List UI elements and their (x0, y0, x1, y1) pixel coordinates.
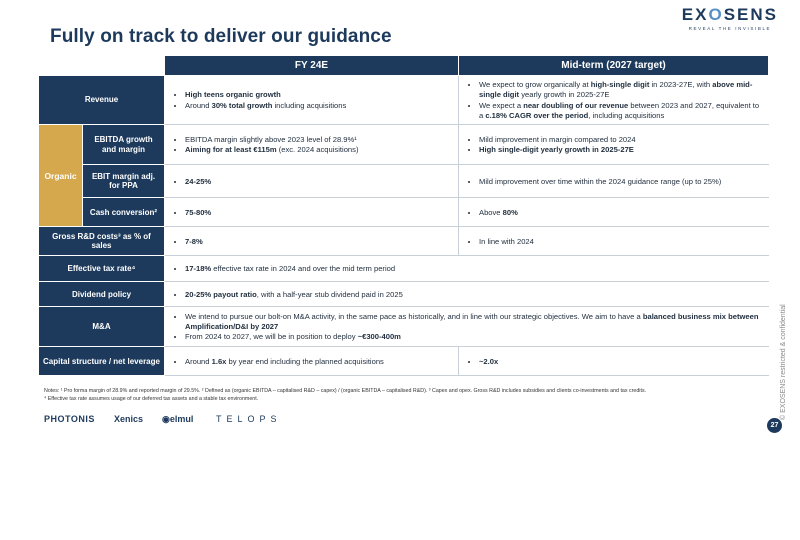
table-row-ebit: EBIT margin adj. for PPA • 24-25% • Mild improvement over time within the 2024 guidance range (up to 25%) (39, 165, 769, 198)
exosens-logo: EXOSENS REVEAL THE INVISIBLE (681, 5, 778, 31)
photonis-logo: PHOTONIS (44, 414, 95, 424)
table-row-dividend: Dividend policy • 20-25% payout ratio, with a half-year stub dividend paid in 2025 (39, 282, 769, 307)
row-label-tax: Effective tax rate⁴ (39, 256, 165, 282)
row-label-ebitda: EBITDA growth and margin (83, 125, 165, 165)
row-label-rnd: Gross R&D costs³ as % of sales (39, 227, 165, 256)
xenics-logo: Xenics (114, 414, 144, 424)
column-header-fy24: FY 24E (165, 56, 459, 76)
confidential-notice: © EXOSENS restricted & confidential (780, 304, 787, 420)
telops-logo: TELOPS (216, 414, 282, 424)
table-row-tax: Effective tax rate⁴ • 17-18% effective tax rate in 2024 and over the mid term period (39, 256, 769, 282)
table-header-row (39, 56, 769, 76)
elmul-logo: ◉elmul (162, 414, 194, 424)
guidance-table (38, 55, 769, 376)
table-row-capital: Capital structure / net leverage • Around 1.6x by year end including the planned acquisitions • ~2.0x (39, 347, 769, 376)
page-number: 27 (767, 418, 782, 433)
table-row-ma: M&A • We intend to pursue our bolt-on M&A activity, in the same pace as historically, and in line with our strategic objectives. We aim to have a balanced business mix between Amplification/D&I by 2027 • From 2024 to 2027, we will be in position to deploy ~€300-400m (39, 307, 769, 347)
table-row-ebitda: Organic EBITDA growth and margin • EBITDA margin slightly above 2023 level of 28.9%¹ • Aiming for at least €115m (exc. 2024 acquisitions) • Mild improvement in margin compared to 2024 • High single-digit yearly growth in 2025-27E (39, 125, 769, 165)
table-row-rnd: Gross R&D costs³ as % of sales • 7-8% • In line with 2024 (39, 227, 769, 256)
table-row-revenue: Revenue • High teens organic growth • Around 30% total growth including acquisitions • We expect to grow organically at high-single digit in 2023-27E, with above mid-single digit yearly growth in 2025-27E • We expect a near doubling of our revenue between 2023 and 2027, equivalent to a c.18% CAGR over the period, including acquisitions (39, 76, 769, 125)
column-header-midterm: Mid-term (2027 target) (459, 56, 769, 76)
organic-group-label: Organic (39, 125, 83, 227)
page-title: Fully on track to deliver our guidance (50, 26, 392, 47)
table-row-cash-conversion: Cash conversion² • 75-80% • Above 80% (39, 198, 769, 227)
row-label-revenue: Revenue (39, 76, 165, 125)
partner-logos (44, 412, 344, 430)
row-label-capital: Capital structure / net leverage (39, 347, 165, 376)
row-label-ma: M&A (39, 307, 165, 347)
row-label-dividend: Dividend policy (39, 282, 165, 307)
row-label-cash-conversion: Cash conversion² (83, 198, 165, 227)
footnotes: Notes: ¹ Pro forma margin of 28.9% and reported margin of 29.5%. ² Defined as (organic EBITDA – capitalised R&D – capex) / (organic EBITDA – capitalised R&D). ³ Capex and opex. Gross R&D includes subsidies and clients co-investments and tax credits. ⁴ Effective tax rate assumes usage of our deferred tax assets and a stable tax environment. (44, 388, 647, 402)
row-label-ebit: EBIT margin adj. for PPA (83, 165, 165, 198)
